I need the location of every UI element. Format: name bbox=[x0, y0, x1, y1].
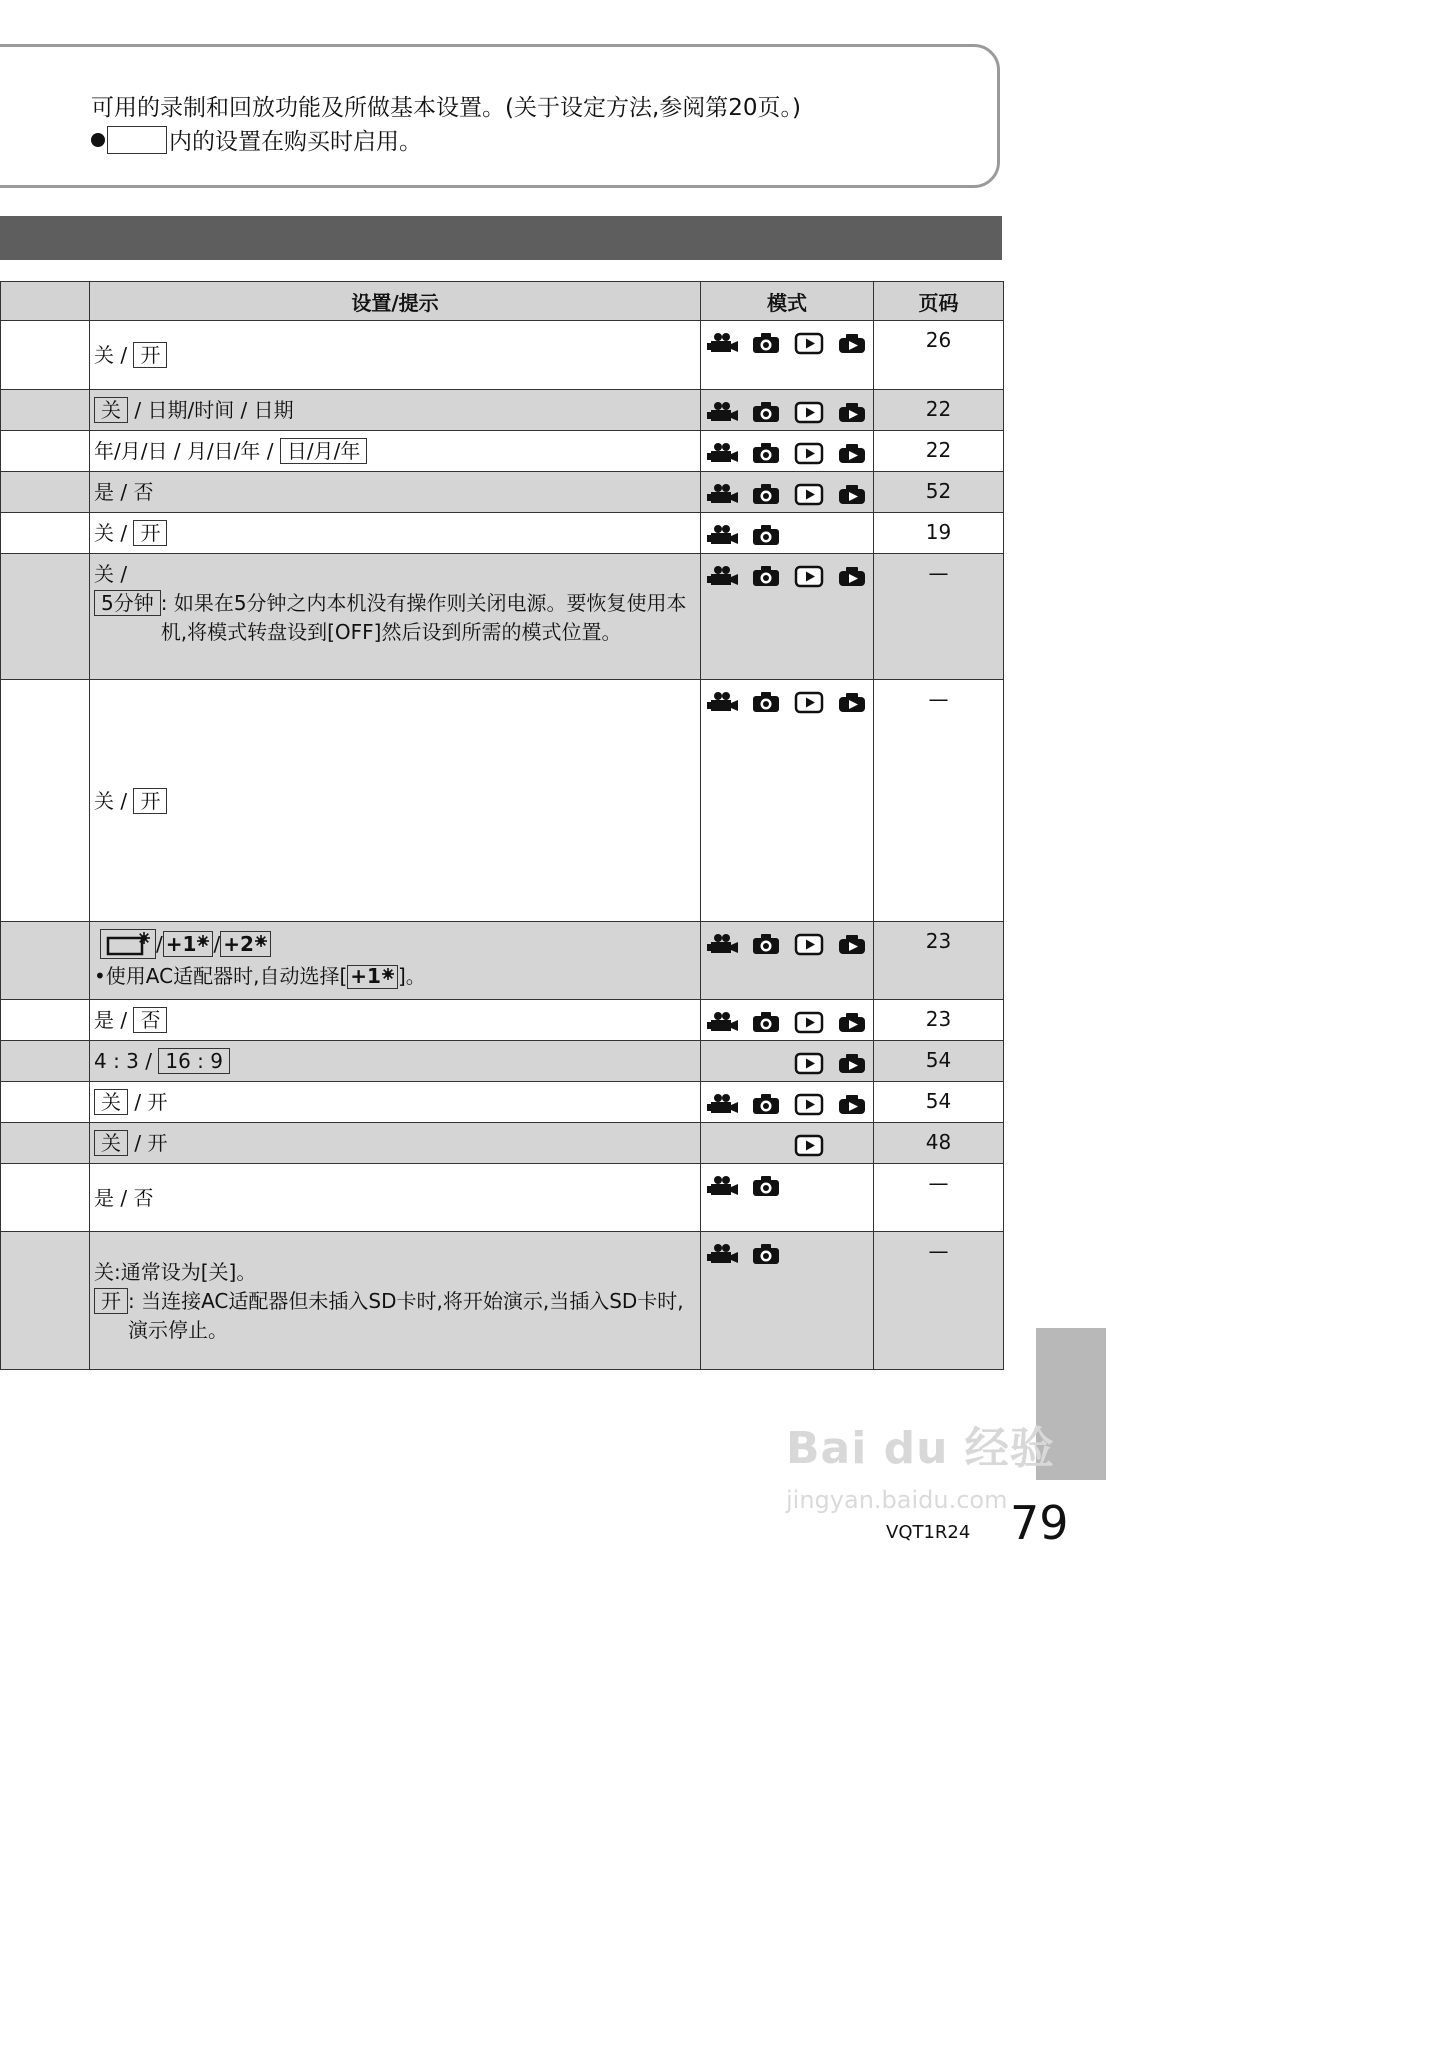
item-cell bbox=[1, 1000, 90, 1041]
table-row bbox=[1, 680, 1004, 922]
camera-icon bbox=[750, 1242, 782, 1266]
item-cell bbox=[1, 1041, 90, 1082]
header-setting: 设置/提示 bbox=[90, 282, 701, 321]
default-value-box: 开 bbox=[133, 788, 167, 814]
page-number: 79 bbox=[1010, 1496, 1069, 1550]
mode-cell bbox=[701, 1123, 874, 1164]
brightness-normal-icon bbox=[100, 929, 156, 959]
setting-note bbox=[94, 1287, 696, 1345]
motion-picture-icon bbox=[707, 482, 739, 506]
header-item bbox=[1, 282, 90, 321]
table-row bbox=[1, 431, 1004, 472]
play-icon bbox=[793, 441, 825, 465]
mode-cell bbox=[701, 472, 874, 513]
motion-picture-icon bbox=[707, 564, 739, 588]
camera-icon bbox=[750, 331, 782, 355]
camera-icon bbox=[750, 564, 782, 588]
picture-playback-icon bbox=[836, 331, 868, 355]
table-row bbox=[1, 1082, 1004, 1123]
setting-cell bbox=[90, 431, 701, 472]
item-cell bbox=[1, 1082, 90, 1123]
mode-cell bbox=[701, 513, 874, 554]
setting-cell bbox=[90, 1232, 701, 1370]
setting-text: 关 / bbox=[94, 789, 134, 813]
setting-text: / 日期/时间 / 日期 bbox=[128, 398, 294, 422]
setting-text: 关 / bbox=[94, 343, 134, 367]
setting-cell bbox=[90, 1082, 701, 1123]
picture-playback-icon bbox=[836, 1010, 868, 1034]
camera-icon bbox=[750, 523, 782, 547]
setting-text: 关 / bbox=[94, 562, 128, 586]
setting-cell bbox=[90, 1041, 701, 1082]
motion-picture-icon bbox=[707, 690, 739, 714]
mode-cell bbox=[701, 390, 874, 431]
table-row bbox=[1, 472, 1004, 513]
item-cell bbox=[1, 922, 90, 1000]
page-cell: 54 bbox=[874, 1082, 1004, 1123]
table-row bbox=[1, 1041, 1004, 1082]
default-setting-box bbox=[107, 126, 167, 154]
default-value-box: 否 bbox=[133, 1007, 167, 1033]
page-cell: — bbox=[874, 554, 1004, 680]
brightness-plus2-icon bbox=[220, 931, 271, 957]
mode-cell bbox=[701, 922, 874, 1000]
note-text: : 如果在5分钟之内本机没有操作则关闭电源。要恢复使用本机,将模式转盘设到[OFF]然后设到所需的模式位置。 bbox=[160, 591, 687, 644]
motion-picture-icon bbox=[707, 523, 739, 547]
motion-picture-icon bbox=[707, 441, 739, 465]
picture-playback-icon bbox=[836, 564, 868, 588]
page-cell: 54 bbox=[874, 1041, 1004, 1082]
page-cell: — bbox=[874, 680, 1004, 922]
table-row bbox=[1, 1123, 1004, 1164]
motion-picture-icon bbox=[707, 932, 739, 956]
play-icon bbox=[793, 400, 825, 424]
setting-text: 4 : 3 / bbox=[94, 1049, 159, 1073]
page-cell: 22 bbox=[874, 431, 1004, 472]
setting-cell bbox=[90, 922, 701, 1000]
table-row bbox=[1, 390, 1004, 431]
camera-icon bbox=[750, 932, 782, 956]
play-icon bbox=[793, 1010, 825, 1034]
camera-icon bbox=[750, 1010, 782, 1034]
mode-cell bbox=[701, 431, 874, 472]
setting-cell bbox=[90, 1164, 701, 1232]
settings-table bbox=[0, 281, 1004, 1370]
default-value-box: 开 bbox=[133, 520, 167, 546]
mode-cell bbox=[701, 1041, 874, 1082]
setting-cell bbox=[90, 1000, 701, 1041]
default-value-box: 开 bbox=[133, 342, 167, 368]
default-value-box: 关 bbox=[94, 1089, 128, 1115]
picture-playback-icon bbox=[836, 1051, 868, 1075]
default-value-box: 关 bbox=[94, 397, 128, 423]
camera-icon bbox=[750, 400, 782, 424]
setting-text: / bbox=[213, 931, 221, 956]
watermark-logo: Bai du 经验 bbox=[786, 1423, 1055, 1474]
item-cell bbox=[1, 390, 90, 431]
note-text: •使用AC适配器时,自动选择[ bbox=[94, 964, 348, 988]
motion-picture-icon bbox=[707, 1242, 739, 1266]
setting-note bbox=[94, 1258, 696, 1287]
page-cell: 23 bbox=[874, 1000, 1004, 1041]
brightness-plus1-icon bbox=[347, 965, 398, 989]
item-cell bbox=[1, 431, 90, 472]
page-cell: 23 bbox=[874, 922, 1004, 1000]
note-text: ]。 bbox=[397, 964, 426, 988]
camera-icon bbox=[750, 482, 782, 506]
picture-playback-icon bbox=[836, 441, 868, 465]
item-cell bbox=[1, 680, 90, 922]
play-icon bbox=[793, 331, 825, 355]
plus2-label: +2 bbox=[223, 931, 254, 956]
item-cell bbox=[1, 1232, 90, 1370]
default-value-box: 开 bbox=[94, 1288, 128, 1314]
setting-text: 是 / 否 bbox=[94, 480, 154, 504]
motion-picture-icon bbox=[707, 1010, 739, 1034]
setting-text: / 开 bbox=[128, 1131, 168, 1155]
section-header-bar bbox=[0, 216, 1002, 260]
setting-cell bbox=[90, 390, 701, 431]
setting-cell bbox=[90, 554, 701, 680]
mode-cell bbox=[701, 1232, 874, 1370]
setting-cell bbox=[90, 472, 701, 513]
play-icon bbox=[793, 564, 825, 588]
plus1-label: +1 bbox=[350, 964, 381, 988]
page-cell: 26 bbox=[874, 321, 1004, 390]
mode-cell bbox=[701, 680, 874, 922]
play-icon bbox=[793, 690, 825, 714]
play-icon bbox=[793, 482, 825, 506]
brightness-plus1-icon bbox=[163, 931, 214, 957]
item-cell bbox=[1, 472, 90, 513]
intro-note-text: 内的设置在购买时启用。 bbox=[169, 129, 422, 155]
item-cell bbox=[1, 1164, 90, 1232]
item-cell bbox=[1, 513, 90, 554]
default-value-box: 关 bbox=[94, 1130, 128, 1156]
item-cell bbox=[1, 321, 90, 390]
setting-text: 年/月/日 / 月/日/年 / bbox=[94, 439, 280, 463]
setting-note bbox=[94, 589, 696, 647]
play-icon bbox=[793, 1092, 825, 1116]
picture-playback-icon bbox=[836, 932, 868, 956]
motion-picture-icon bbox=[707, 331, 739, 355]
motion-picture-icon bbox=[707, 1092, 739, 1116]
default-value-box: 5分钟 bbox=[94, 590, 161, 616]
setting-text: / bbox=[156, 931, 163, 956]
intro-note bbox=[91, 123, 422, 156]
watermark-url: jingyan.baidu.com bbox=[786, 1486, 1008, 1514]
camera-icon bbox=[750, 1092, 782, 1116]
picture-playback-icon bbox=[836, 400, 868, 424]
camera-icon bbox=[750, 690, 782, 714]
note-text: : 当连接AC适配器但未插入SD卡时,将开始演示,当插入SD卡时,演示停止。 bbox=[128, 1289, 684, 1342]
mode-cell bbox=[701, 1000, 874, 1041]
page-cell: — bbox=[874, 1232, 1004, 1370]
default-value-box: 日/月/年 bbox=[280, 438, 367, 464]
page-cell: 52 bbox=[874, 472, 1004, 513]
item-cell bbox=[1, 1123, 90, 1164]
table-row bbox=[1, 922, 1004, 1000]
setting-text: 是 / bbox=[94, 1008, 134, 1032]
page-cell: 48 bbox=[874, 1123, 1004, 1164]
mode-cell bbox=[701, 1164, 874, 1232]
play-icon bbox=[793, 932, 825, 956]
play-icon bbox=[793, 1051, 825, 1075]
play-icon bbox=[793, 1133, 825, 1157]
item-cell bbox=[1, 554, 90, 680]
motion-picture-icon bbox=[707, 1174, 739, 1198]
table-row bbox=[1, 1232, 1004, 1370]
setting-text: / 开 bbox=[128, 1090, 168, 1114]
page-cell: 19 bbox=[874, 513, 1004, 554]
intro-box bbox=[0, 44, 1000, 188]
setting-key: 关: bbox=[94, 1260, 121, 1284]
picture-playback-icon bbox=[836, 1092, 868, 1116]
mode-cell bbox=[701, 1082, 874, 1123]
table-row bbox=[1, 554, 1004, 680]
motion-picture-icon bbox=[707, 400, 739, 424]
picture-playback-icon bbox=[836, 482, 868, 506]
header-mode: 模式 bbox=[701, 282, 874, 321]
camera-icon bbox=[750, 441, 782, 465]
mode-cell bbox=[701, 554, 874, 680]
table-row bbox=[1, 1164, 1004, 1232]
bullet-icon bbox=[91, 133, 105, 147]
document-code: VQT1R24 bbox=[886, 1522, 971, 1543]
header-page: 页码 bbox=[874, 282, 1004, 321]
camera-icon bbox=[750, 1174, 782, 1198]
page-cell: — bbox=[874, 1164, 1004, 1232]
note-text: 通常设为[关]。 bbox=[120, 1260, 257, 1284]
mode-cell bbox=[701, 321, 874, 390]
table-row bbox=[1, 321, 1004, 390]
setting-cell bbox=[90, 321, 701, 390]
setting-text: 是 / 否 bbox=[94, 1186, 154, 1210]
table-row bbox=[1, 513, 1004, 554]
setting-cell bbox=[90, 1123, 701, 1164]
plus1-label: +1 bbox=[165, 931, 197, 956]
intro-text: 可用的录制和回放功能及所做基本设置。(关于设定方法,参阅第20页。) bbox=[91, 95, 802, 121]
setting-cell bbox=[90, 680, 701, 922]
picture-playback-icon bbox=[836, 690, 868, 714]
page-cell: 22 bbox=[874, 390, 1004, 431]
setting-cell bbox=[90, 513, 701, 554]
setting-text: 关 / bbox=[94, 521, 134, 545]
table-header-row bbox=[1, 282, 1004, 321]
default-value-box: 16 : 9 bbox=[158, 1048, 230, 1074]
table-row bbox=[1, 1000, 1004, 1041]
